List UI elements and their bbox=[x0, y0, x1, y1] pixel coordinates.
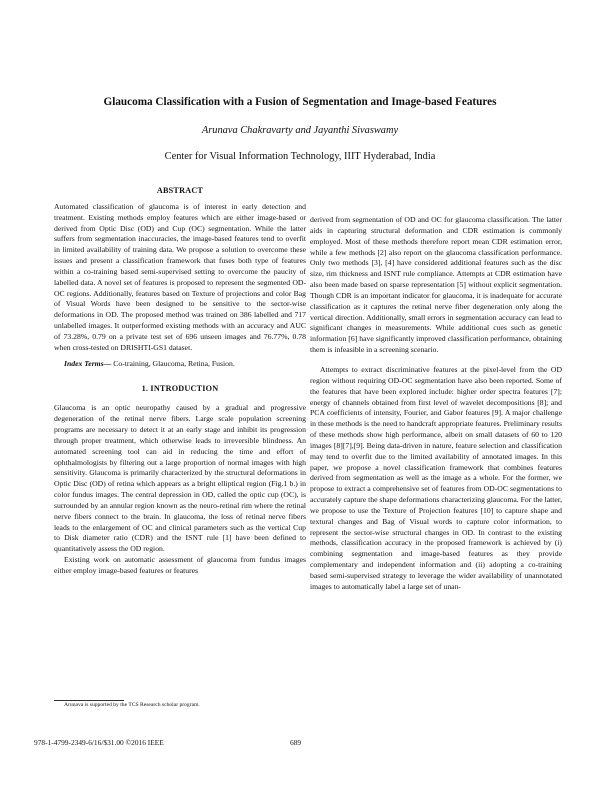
paper-title: Glaucoma Classification with a Fusion of Segmentation and Image-based Features bbox=[103, 96, 497, 108]
abstract-heading: ABSTRACT bbox=[156, 186, 204, 195]
footnote: Arunava is supported by the TCS Research scholar program. bbox=[64, 702, 200, 708]
paper-authors: Arunava Chakravarty and Jayanthi Sivaswamy bbox=[201, 125, 399, 136]
introduction-heading: 1. INTRODUCTION bbox=[141, 383, 219, 393]
left-column bbox=[54, 186, 306, 577]
intro-paragraph-2: Existing work on automatic assessment of glaucoma from fundus images either employ image-based features or features bbox=[54, 555, 306, 575]
index-terms bbox=[54, 359, 306, 370]
right-paragraph-1: derived from segmentation of OD and OC for glaucoma classification. The latter aids in capturing structural deformation and CDR estimation is commonly employed. Most of these methods therefore report mean CDR estimation error, while a few methods [2] also report on the glaucoma classification performance. Only two methods [3], [4] have considered additional features such as the disc size, rim thickness and ISNT rule compliance. Attempts at CDR estimation have also been made based on sparse representation [5] without explicit segmentation. Though CDR is an important indicator for glaucoma, it is inadequate for accurate classification as it captures the retinal nerve fiber degeneration only along the vertical direction. Additionally, small errors in segmentation accuracy can lead to significant changes in measurements. While additional cues such as genetic information [6] have significantly improved classification performance, obtaining them is infeasible in a screening scenario. bbox=[310, 215, 562, 355]
index-terms-label: Index Terms— bbox=[64, 358, 112, 368]
right-column bbox=[310, 215, 562, 593]
page-number: 689 bbox=[290, 738, 302, 747]
footnote-rule bbox=[54, 700, 124, 701]
abstract-text: Automated classification of glaucoma is of interest in early detection and treatment. Existing methods employ features which are either image-based or derived from Optic Disc (OD) and Cup (OC) segmentation. While the latter suffers from segmentation inaccuracies, the image-based features tend to overfit in limited availability of training data. We propose a solution to overcome these issues and present a classification framework that fuses both type of features within a co-training based semi-supervised setting to overcome the paucity of labelled data. A novel set of features is proposed to represent the segmented OD-OC regions. Additionally, features based on Texture of projections and color Bag of Visual Words have been designed to be sensitive to the sector-wise deformations in OD. The proposed method was trained on 386 labelled and 717 unlabelled images. It outperformed existing methods with an accuracy and AUC of 73.28%, 0.79 on a private test set of 696 unseen images and 76.77%, 0.78 when cross-tested on DRISHTI-GS1 dataset. bbox=[54, 201, 306, 352]
copyright-notice: 978-1-4799-2349-6/16/$31.00 ©2016 IEEE bbox=[34, 738, 164, 747]
paper-affiliation: Center for Visual Information Technology, IIIT Hyderabad, India bbox=[164, 151, 436, 162]
right-paragraph-2: Attempts to extract discriminative features at the pixel-level from the OD region without requiring OD-OC segmentation have also been reported. Some of the features that have been explored include: higher order spectra features [7]; energy of channels obtained from first level of wavelet decompositions [8]; and PCA coefficients of intensity, Fourier, and Gabor features [9]. A major challenge in these methods is the need to handcraft appropriate features. Preliminary results of these methods show high performance, albeit on small datasets of 60 to 120 images [8][7],[9]. Being data-driven in nature, feature selection and classification may tend to overfit due to the limited availability of annotated images. In this paper, we propose a novel classification framework that combines features derived from segmentation as well as the image as a whole. For the former, we propose to extract a comprehensive set of features from OD-OC segmentations to accurately capture the shape deformations characterizing glaucoma. For the latter, we propose to use the Texture of Projection features [10] to capture shape and textural changes and Bag of Visual words to capture color information, to represent the sector-wise structural changes in OD. In contrast to the existing methods, classification accuracy in the proposed framework is achieved by (i) combining segmentation and image-based features as they provide complementary and independent information and (ii) adopting a co-training based semi-supervised strategy to leverage the wider availability of unannotated images to automatically label a large set of unan- bbox=[310, 364, 562, 591]
intro-paragraph-1: Glaucoma is an optic neuropathy caused by a gradual and progressive degeneration of the retinal nerve fibers. Large scale population screening programs are necessary to detect it at an early stage and inhibit its progression through proper treatment, which otherwise leads to irreversible blindness. An automated screening tool can aid in reducing the time and effort of ophthalmologists by filtering out a large proportion of normal images with high sensitivity. Glaucoma is primarily characterized by the structural deformations in Optic Disc (OD) of retina which appears as a bright elliptical region (Fig.1 b.) in color fundus images. The central depression in OD, called the optic cup (OC), is surrounded by an annular region known as the neuro-retinal rim where the retinal nerve fibers connect to the brain. In glaucoma, the loss of retinal nerve fibers leads to the enlargement of OC and clinical parameters such as the vertical Cup to Disk diameter ratio (CDR) and the ISNT rule [1] have been defined to quantitatively assess the OD region. bbox=[54, 403, 306, 554]
index-terms-text: Co-training, Glaucoma, Retina, Fusion. bbox=[111, 358, 235, 368]
